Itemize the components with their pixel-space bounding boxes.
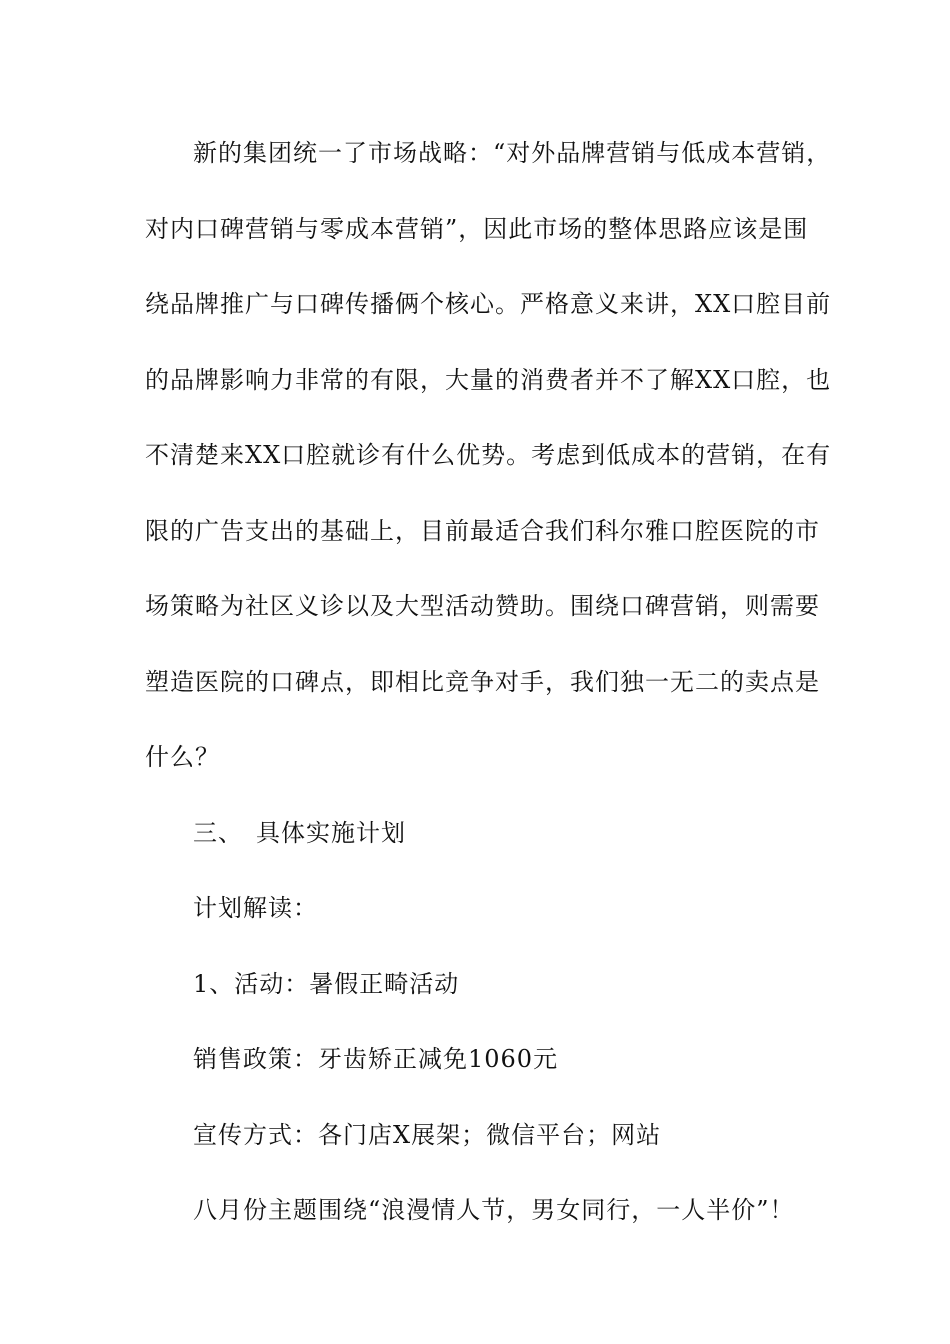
section-heading: 三、 具体实施计划 bbox=[193, 818, 406, 847]
document-body bbox=[145, 128, 832, 1261]
paragraph-line: 绕品牌推广与口碑传播俩个核心。严格意义来讲，XX口腔目前 bbox=[145, 290, 832, 318]
paragraph-line: 不清楚来XX口腔就诊有什么优势。考虑到低成本的营销，在有 bbox=[145, 441, 832, 469]
plan-intro: 计划解读： bbox=[193, 894, 318, 922]
activity-item: 1、活动：暑假正畸活动 bbox=[193, 969, 460, 998]
sales-policy: 销售政策：牙齿矫正减免1060元 bbox=[193, 1045, 559, 1073]
paragraph-line: 对内口碑营销与零成本营销”，因此市场的整体思路应该是围 bbox=[145, 214, 809, 243]
paragraph-line: 场策略为社区义诊以及大型活动赞助。围绕口碑营销，则需要 bbox=[145, 592, 820, 620]
paragraph-line: 的品牌影响力非常的有限，大量的消费者并不了解XX口腔，也 bbox=[145, 365, 832, 394]
paragraph-line: 什么？ bbox=[145, 743, 220, 771]
paragraph-line: 限的广告支出的基础上，目前最适合我们科尔雅口腔医院的市 bbox=[145, 516, 820, 545]
paragraph-line: 塑造医院的口碑点，即相比竞争对手，我们独一无二的卖点是 bbox=[145, 667, 820, 696]
paragraph-line: 新的集团统一了市场战略：“对外品牌营销与低成本营销， bbox=[193, 139, 832, 167]
august-theme: 八月份主题围绕“浪漫情人节，男女同行，一人半价”！ bbox=[193, 1196, 795, 1224]
promotion-methods: 宣传方式：各门店X展架；微信平台；网站 bbox=[193, 1120, 662, 1149]
